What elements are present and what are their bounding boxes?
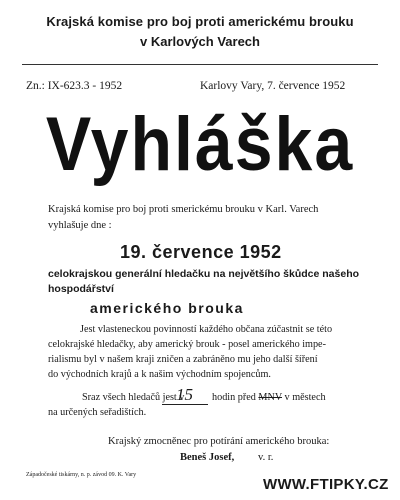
header-city: v Karlových Varech: [140, 34, 260, 49]
announcement-bold-line-2: hospodářství: [48, 283, 114, 295]
header-divider: [22, 64, 378, 65]
meeting-location-line: [212, 392, 326, 403]
paragraph-line-2: celokrajské hledačky, aby americký brouk - posel amerického impe-: [48, 339, 326, 350]
meeting-hour-handwritten: 15: [176, 385, 193, 404]
signature-abbrev: v. r.: [258, 452, 274, 463]
intro-line-2: vyhlašuje dne :: [48, 220, 112, 231]
meeting-prefix: Sraz všech hledačů jest v: [82, 392, 185, 403]
beetle-heading: amerického brouka: [90, 300, 244, 316]
meeting-mnv-struck: MNV: [258, 392, 282, 403]
paragraph-line-1: Jest vlasteneckou povinností každého občana zúčastnit se této: [80, 324, 333, 335]
meeting-middle: hodin před: [212, 392, 256, 403]
announcement-bold-line-1: celokrajskou generální hledačku na největšího škůdce našeho: [48, 268, 360, 280]
meeting-line-2: na určených seřadištích.: [48, 407, 147, 418]
signature-name: Beneš Josef,: [180, 452, 235, 463]
document-title: Vyhláška: [45, 101, 355, 187]
event-date: 19. července 1952: [120, 242, 282, 262]
intro-line-1: Krajská komise pro boj proti smerickému brouku v Karl. Varech: [48, 204, 319, 215]
place-and-date: Karlovy Vary, 7. července 1952: [200, 80, 346, 92]
meeting-suffix: v městech: [284, 392, 326, 403]
meeting-hour-underline: [162, 404, 208, 405]
paragraph-line-4: do východních krajů a k našim východním spojencům.: [48, 369, 271, 380]
printer-imprint: Západočeské tiskárny, n. p. závod 09. K. Vary: [26, 472, 137, 478]
signature-role: Krajský zmocněnec pro potírání amerického brouka:: [108, 436, 330, 447]
site-watermark: WWW.FTIPKY.CZ: [263, 476, 389, 493]
header-commission-name: Krajská komise pro boj proti americkému brouku: [46, 14, 354, 29]
reference-number: Zn.: IX-623.3 - 1952: [26, 80, 123, 92]
paragraph-line-3: rialismu byl v našem kraji zničen a zabráněno mu jeho další šíření: [48, 354, 318, 365]
